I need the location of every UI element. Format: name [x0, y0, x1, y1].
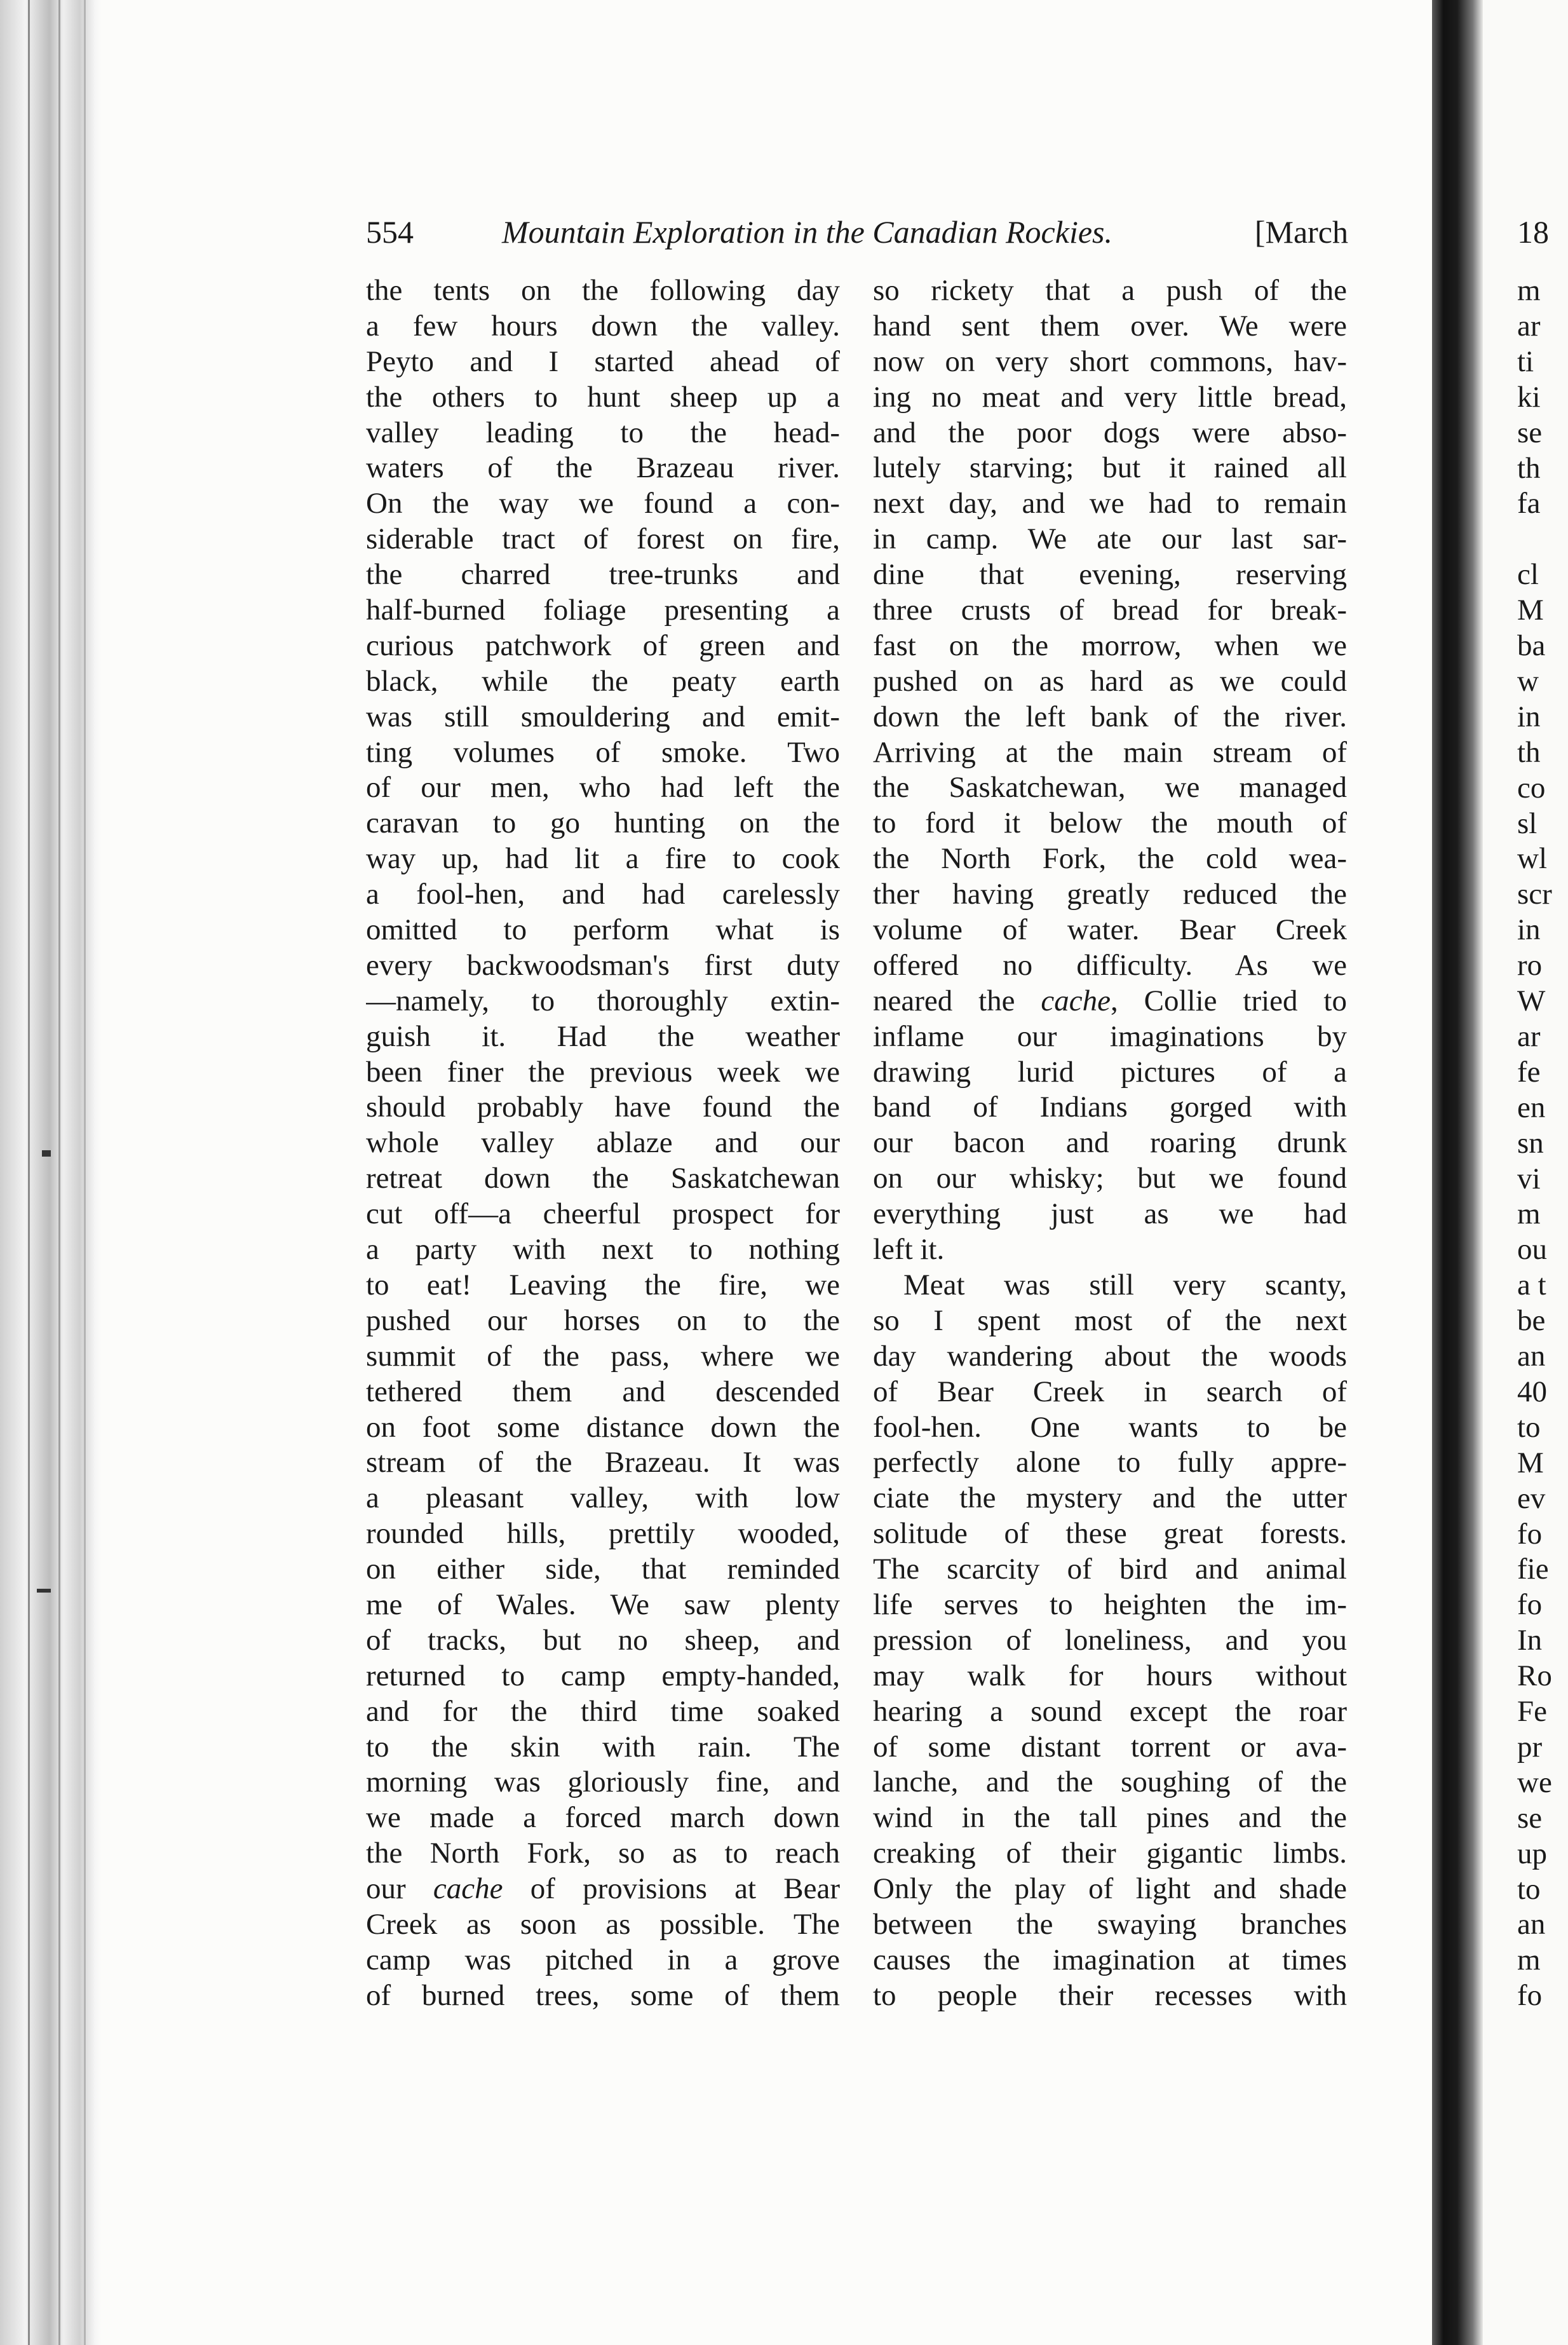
text-line: hand sent them over. We were	[873, 309, 1347, 343]
text-line: On the way we found a con-	[366, 487, 840, 520]
adjacent-page-fragment: In	[1517, 1624, 1543, 1657]
adjacent-page-fragment: en	[1517, 1091, 1546, 1124]
text-line: hearing a sound except the roar	[873, 1694, 1347, 1728]
text-line: of some distant torrent or ava-	[873, 1730, 1347, 1764]
text-line: and the poor dogs were abso-	[873, 416, 1347, 449]
text-line: life serves to heighten the im-	[873, 1587, 1347, 1621]
text-line: on our whisky; but we found	[873, 1162, 1347, 1195]
adjacent-page-fragment: fo	[1517, 1517, 1543, 1551]
text-line: pushed our horses on to the	[366, 1303, 840, 1337]
text-line: causes the imagination at times	[873, 1943, 1347, 1976]
adjacent-page-fragment: M	[1517, 1446, 1544, 1479]
text-line: a party with next to nothing	[366, 1233, 840, 1267]
text-line: rounded hills, prettily wooded,	[366, 1517, 840, 1551]
running-date: [March	[1254, 214, 1348, 250]
text-line: Creek as soon as possible. The	[366, 1907, 840, 1941]
text-run: of provisions at Bear	[503, 1872, 840, 1906]
gutter-speck	[37, 1589, 51, 1593]
text-line: of Bear Creek in search of	[873, 1375, 1347, 1408]
text-line: lutely starving; but it rained all	[873, 451, 1347, 485]
text-line: Arriving at the main stream of	[873, 735, 1347, 769]
text-line: to people their recesses with	[873, 1978, 1347, 2012]
gutter-edge-line	[58, 0, 60, 2345]
text-line: may walk for hours without	[873, 1659, 1347, 1692]
text-line: whole valley ablaze and our	[366, 1126, 840, 1160]
text-line: a pleasant valley, with low	[366, 1481, 840, 1515]
text-line: pushed on as hard as we could	[873, 664, 1347, 698]
text-line: was still smouldering and emit-	[366, 700, 840, 733]
text-line: cut off—a cheerful prospect for	[366, 1197, 840, 1231]
running-header	[366, 210, 1348, 254]
adjacent-page-fragment: se	[1517, 1801, 1543, 1835]
text-line: summit of the pass, where we	[366, 1339, 840, 1373]
adjacent-page-fragment: ro	[1517, 949, 1543, 982]
right-text-column	[873, 273, 1347, 2014]
text-line: returned to camp empty-handed,	[366, 1659, 840, 1692]
text-line: camp was pitched in a grove	[366, 1943, 840, 1976]
text-line: the tents on the following day	[366, 274, 840, 307]
text-line: now on very short commons, hav-	[873, 344, 1347, 378]
italic-word: cache	[1041, 984, 1111, 1017]
adjacent-page-fragment: ar	[1517, 1019, 1541, 1053]
adjacent-page-fragment: m	[1517, 274, 1541, 307]
text-line: every backwoodsman's first duty	[366, 948, 840, 982]
text-line: valley leading to the head-	[366, 416, 840, 449]
page-number: 554	[366, 214, 414, 250]
adjacent-page-fragment: fie	[1517, 1553, 1549, 1586]
italic-word: cache	[433, 1872, 503, 1906]
text-line: the others to hunt sheep up a	[366, 380, 840, 414]
text-line: drawing lurid pictures of a	[873, 1055, 1347, 1089]
text-line: to eat! Leaving the fire, we	[366, 1268, 840, 1302]
text-line: fast on the morrow, when we	[873, 629, 1347, 662]
adjacent-page-fragment: m	[1517, 1197, 1541, 1231]
adjacent-page-edge	[1483, 0, 1568, 2345]
adjacent-page-fragment: th	[1517, 451, 1541, 485]
adjacent-page-fragment: m	[1517, 1943, 1541, 1977]
adjacent-page-fragment: fo	[1517, 1588, 1543, 1622]
adjacent-page-fragment: fe	[1517, 1055, 1541, 1089]
text-line: ting volumes of smoke. Two	[366, 735, 840, 769]
adjacent-page-fragment: to	[1517, 1872, 1541, 1906]
text-line: fool-hen. One wants to be	[873, 1410, 1347, 1444]
text-line: three crusts of bread for break-	[873, 594, 1347, 627]
text-line: dine that evening, reserving	[873, 558, 1347, 592]
adjacent-page-fragment: in	[1517, 913, 1541, 947]
text-line: ing no meat and very little bread,	[873, 380, 1347, 414]
text-line: Meat was still very scanty,	[903, 1268, 1347, 1302]
adjacent-page-fragment: an	[1517, 1908, 1546, 1941]
text-line: of burned trees, some of them	[366, 1978, 840, 2012]
text-line: —namely, to thoroughly extin-	[366, 984, 840, 1017]
text-line: perfectly alone to fully appre-	[873, 1446, 1347, 1479]
adjacent-page-fragment: W	[1517, 984, 1546, 1017]
text-line: to ford it below the mouth of	[873, 806, 1347, 840]
adjacent-page-fragment: Fe	[1517, 1695, 1547, 1728]
text-line: to the skin with rain. The	[366, 1730, 840, 1764]
binding-gutter	[0, 0, 102, 2345]
left-text-column	[366, 273, 840, 2014]
adjacent-page-fragment: cl	[1517, 558, 1539, 592]
text-line: waters of the Brazeau river.	[366, 451, 840, 485]
text-line: tethered them and descended	[366, 1375, 840, 1408]
adjacent-page-fragment: in	[1517, 700, 1541, 733]
text-line	[873, 984, 1347, 1019]
gutter-speck	[42, 1150, 51, 1157]
text-line: guish it. Had the weather	[366, 1019, 840, 1053]
adjacent-page-fragment: ki	[1517, 380, 1541, 414]
text-line: of our men, who had left the	[366, 771, 840, 805]
text-line: and for the third time soaked	[366, 1694, 840, 1728]
text-line: the North Fork, the cold wea-	[873, 842, 1347, 876]
adjacent-page-fragment: co	[1517, 771, 1546, 805]
adjacent-page-fragment: an	[1517, 1340, 1546, 1373]
adjacent-page-fragment: up	[1517, 1837, 1547, 1870]
text-line: offered no difficulty. As we	[873, 948, 1347, 982]
text-line: wind in the tall pines and the	[873, 1801, 1347, 1835]
text-line: caravan to go hunting on the	[366, 806, 840, 840]
adjacent-page-fragment: ou	[1517, 1233, 1547, 1267]
text-run: our	[366, 1872, 433, 1906]
text-line: should probably have found the	[366, 1091, 840, 1124]
adjacent-page-fragment: be	[1517, 1304, 1546, 1338]
text-line: way up, had lit a fire to cook	[366, 842, 840, 876]
text-line: stream of the Brazeau. It was	[366, 1446, 840, 1479]
text-line: morning was gloriously fine, and	[366, 1765, 840, 1799]
text-line: ther having greatly reduced the	[873, 878, 1347, 911]
text-line: solitude of these great forests.	[873, 1517, 1347, 1551]
text-line: The scarcity of bird and animal	[873, 1553, 1347, 1586]
text-line: our bacon and roaring drunk	[873, 1126, 1347, 1160]
adjacent-page-fragment: ev	[1517, 1481, 1546, 1515]
text-line: everything just as we had	[873, 1197, 1347, 1231]
text-line: left it.	[873, 1233, 945, 1267]
text-line: on either side, that reminded	[366, 1553, 840, 1586]
running-title: Mountain Exploration in the Canadian Rockies.	[502, 214, 1112, 250]
text-line: omitted to perform what is	[366, 913, 840, 947]
text-line: next day, and we had to remain	[873, 487, 1347, 520]
text-run: , Collie tried to	[1111, 984, 1347, 1017]
adjacent-page-fragment: to	[1517, 1410, 1541, 1444]
gutter-edge-line	[84, 0, 86, 2345]
adjacent-page-fragment: w	[1517, 664, 1539, 698]
text-line: volume of water. Bear Creek	[873, 913, 1347, 947]
text-line: me of Wales. We saw plenty	[366, 1587, 840, 1621]
gutter-edge-line	[28, 0, 30, 2345]
text-line: so rickety that a push of the	[873, 274, 1347, 307]
text-line	[366, 1872, 840, 1907]
text-line: Only the play of light and shade	[873, 1872, 1347, 1906]
adjacent-page-fragment: th	[1517, 735, 1541, 769]
adjacent-page-fragment: ba	[1517, 629, 1546, 662]
adjacent-page-fragment: sl	[1517, 806, 1538, 840]
text-line: so I spent most of the next	[873, 1303, 1347, 1337]
text-line: band of Indians gorged with	[873, 1091, 1347, 1124]
text-line: lanche, and the soughing of the	[873, 1765, 1347, 1799]
text-line: in camp. We ate our last sar-	[873, 522, 1347, 556]
adjacent-page-fragment: pr	[1517, 1730, 1543, 1764]
adjacent-page-fragment: sn	[1517, 1126, 1544, 1160]
text-line: between the swaying branches	[873, 1907, 1347, 1941]
text-line: siderable tract of forest on fire,	[366, 522, 840, 556]
text-line: half-burned foliage presenting a	[366, 594, 840, 627]
text-run: neared the	[873, 984, 1041, 1017]
text-line: been finer the previous week we	[366, 1055, 840, 1089]
text-line: inflame our imaginations by	[873, 1019, 1347, 1053]
text-line: of tracks, but no sheep, and	[366, 1623, 840, 1657]
text-line: the charred tree-trunks and	[366, 558, 840, 592]
text-line: the North Fork, so as to reach	[366, 1837, 840, 1870]
adjacent-page-fragment: a t	[1517, 1268, 1546, 1302]
text-line: we made a forced march down	[366, 1801, 840, 1835]
page-fold-shadow	[1432, 0, 1483, 2345]
adjacent-page-fragment: M	[1517, 594, 1544, 627]
text-line: the Saskatchewan, we managed	[873, 771, 1347, 805]
adjacent-page-fragment: scr	[1517, 878, 1552, 911]
adjacent-page-fragment: fa	[1517, 487, 1541, 520]
adjacent-page-fragment: 40	[1517, 1375, 1547, 1408]
text-line: ciate the mystery and the utter	[873, 1481, 1347, 1515]
adjacent-page-fragment: fo	[1517, 1979, 1543, 2013]
adjacent-page-fragment: se	[1517, 416, 1543, 449]
text-line: pression of loneliness, and you	[873, 1623, 1347, 1657]
adjacent-page-fragment: vi	[1517, 1162, 1541, 1195]
adjacent-page-header: 18	[1517, 214, 1549, 250]
text-line: retreat down the Saskatchewan	[366, 1162, 840, 1195]
adjacent-page-fragment: we	[1517, 1765, 1552, 1799]
text-line: on foot some distance down the	[366, 1410, 840, 1444]
text-line: a few hours down the valley.	[366, 309, 840, 343]
text-line: curious patchwork of green and	[366, 629, 840, 662]
adjacent-page-fragment: Ro	[1517, 1659, 1552, 1693]
text-line: Peyto and I started ahead of	[366, 344, 840, 378]
text-line: a fool-hen, and had carelessly	[366, 878, 840, 911]
text-line: black, while the peaty earth	[366, 664, 840, 698]
text-line: creaking of their gigantic limbs.	[873, 1837, 1347, 1870]
text-line: down the left bank of the river.	[873, 700, 1347, 733]
text-line: day wandering about the woods	[873, 1339, 1347, 1373]
adjacent-page-fragment: ar	[1517, 309, 1541, 343]
adjacent-page-fragment: wl	[1517, 842, 1547, 876]
adjacent-page-fragment: ti	[1517, 344, 1534, 378]
